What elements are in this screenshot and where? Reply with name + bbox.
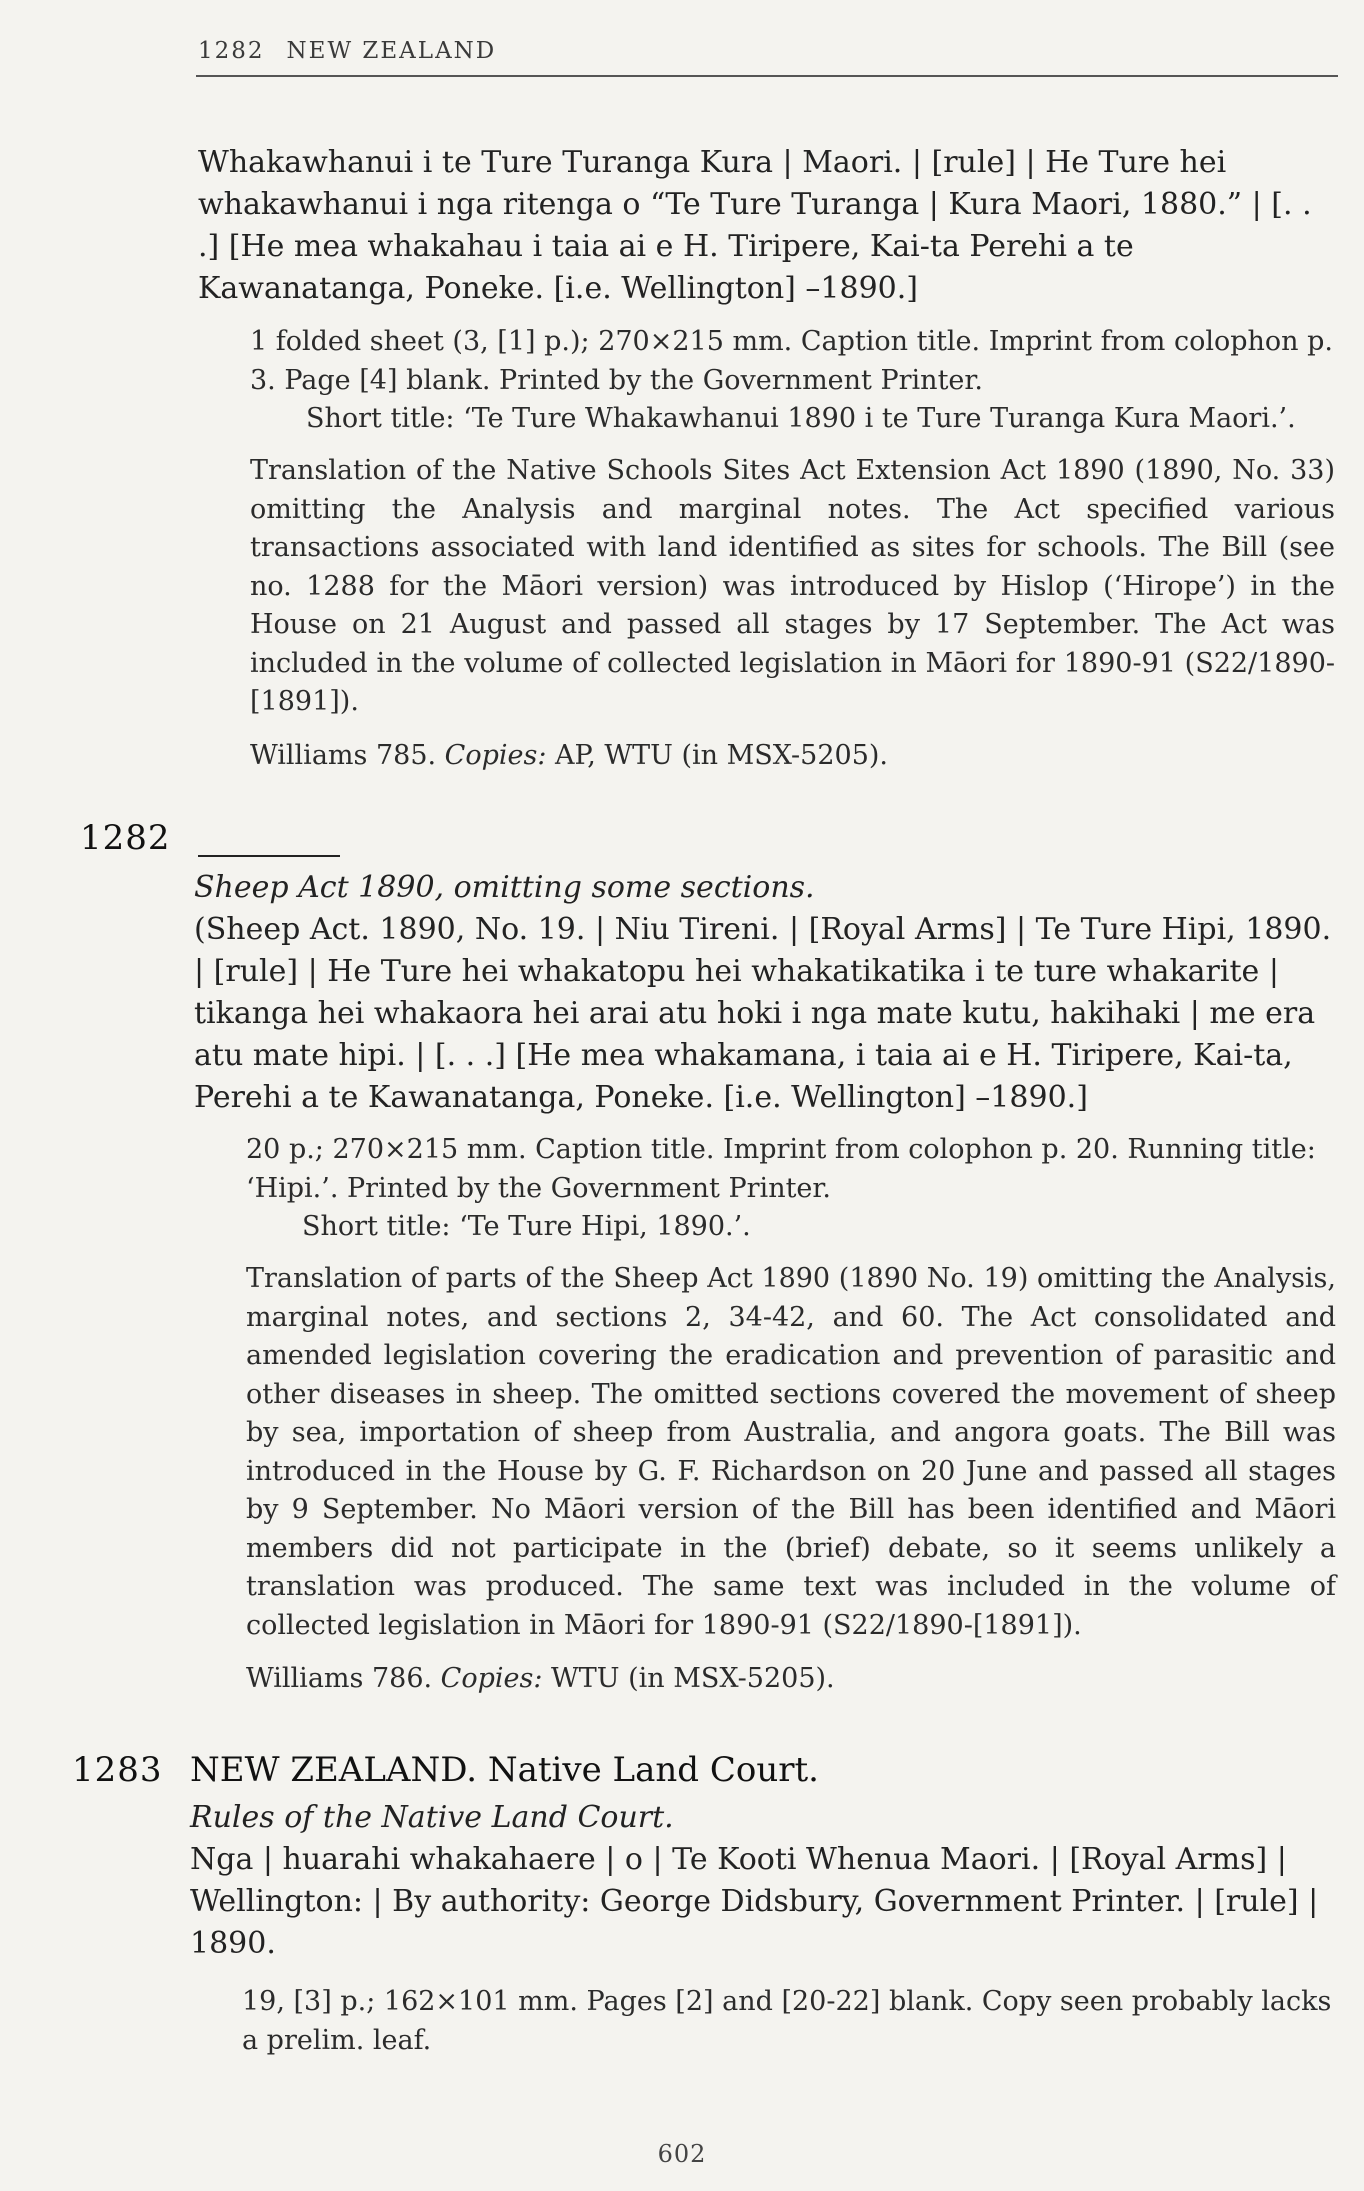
entry-1282-short-title: Short title: ‘Te Ture Hipi, 1890.’. (302, 1211, 751, 1242)
header-rule (196, 75, 1338, 77)
continued-references (250, 737, 1335, 776)
entry-1282-heading-dash (198, 842, 340, 861)
entry-1282-copies-label: Copies: (440, 1663, 543, 1694)
entry-number-1282: 1282 (80, 818, 171, 858)
entry-1282-copies: WTU (in MSX-5205). (551, 1663, 835, 1694)
continued-williams-ref: Williams 785. (250, 740, 437, 771)
entry-1282-note: Translation of parts of the Sheep Act 1890 (1890 No. 19) omitting the Analysis, marginal notes, and sections 2, 34-42, and 60. The Act consolidated and amended legislation covering the eradication and prevention of parasitic and other diseases in sheep. The omitted sections covered the movement of sheep by sea, importation of sheep from Australia, and angora goats. The Bill was introduced in the House by G. F. Richardson on 20 June and passed all stages by 9 September. No Māori version of the Bill has been identified and Māori members did not participate in the (brief) debate, so it seems unlikely a translation was produced. The same text was included in the volume of collected legislation in Māori for 1890-91 (S22/1890-[1891]). (246, 1263, 1336, 1641)
continued-copies-label: Copies: (444, 740, 547, 771)
entry-1282-uniform-title: Sheep Act 1890, omitting some sections. (194, 870, 815, 905)
page-folio: 602 (657, 2140, 707, 2168)
entry-1282-williams-ref: Williams 786. (246, 1663, 433, 1694)
entry-1283-heading: NEW ZEALAND. Native Land Court. (190, 1750, 819, 1790)
entry-1283-collation: 19, [3] p.; 162×101 mm. Pages [2] and [20-22] blank. Copy seen probably lacks a prelim. leaf. (242, 1986, 1332, 2056)
entry-1283-uniform-title: Rules of the Native Land Court. (190, 1800, 674, 1835)
entry-1282-references (246, 1660, 1336, 1699)
continued-short-title: Short title: ‘Te Ture Whakawhanui 1890 i te Ture Turanga Kura Maori.’. (306, 403, 1296, 434)
running-head (198, 38, 496, 64)
continued-collation: 1 folded sheet (3, [1] p.); 270×215 mm. Caption title. Imprint from colophon p. 3. Page [4] blank. Printed by the Government Printer. (250, 326, 1333, 396)
continued-title-para: Whakawhanui i te Ture Turanga Kura | Maori. | [rule] | He Ture hei whakawhanui i nga ritenga o “Te Ture Turanga | Kura Maori, 1880.” | [. . .] [He mea whakahau i taia ai e H. Tiripere, Kai-ta Perehi a te Kawanatanga, Poneke. [i.e. Wellington] –1890.] (198, 145, 1312, 306)
continued-copies: AP, WTU (in MSX-5205). (555, 740, 888, 771)
entry-1283-transcription: Nga | huarahi whakahaere | o | Te Kooti Whenua Maori. | [Royal Arms] | Wellington: | By authority: George Didsbury, Government Printer. | [rule] | 1890. (190, 1842, 1319, 1961)
running-head-page: 1282 (198, 38, 265, 64)
entry-1282-collation: 20 p.; 270×215 mm. Caption title. Imprint from colophon p. 20. Running title: ‘Hipi.’. Printed by the Government Printer. (246, 1134, 1316, 1204)
running-head-title: NEW ZEALAND (286, 38, 497, 64)
continued-note: Translation of the Native Schools Sites Act Extension Act 1890 (1890, No. 33) omitting the Analysis and marginal notes. The Act specified various transactions associated with land identified as sites for schools. The Bill (see no. 1288 for the Māori version) was introduced by Hislop (‘Hirope’) in the House on 21 August and passed all stages by 17 September. The Act was included in the volume of collected legislation in Māori for 1890-91 (S22/1890-[1891]). (250, 455, 1335, 717)
entry-number-1283: 1283 (72, 1750, 163, 1790)
entry-1282-transcription: (Sheep Act. 1890, No. 19. | Niu Tireni. | [Royal Arms] | Te Ture Hipi, 1890. | [rule] | He Ture hei whakatopu hei whakatikatika i te ture whakarite | tikanga hei whakaora hei arai atu hoki i nga mate kutu, hakihaki | me era atu mate hipi. | [. . .] [He mea whakamana, i taia ai e H. Tiripere, Kai-ta, Perehi a te Kawanatanga, Poneke. [i.e. Wellington] –1890.] (194, 912, 1332, 1115)
